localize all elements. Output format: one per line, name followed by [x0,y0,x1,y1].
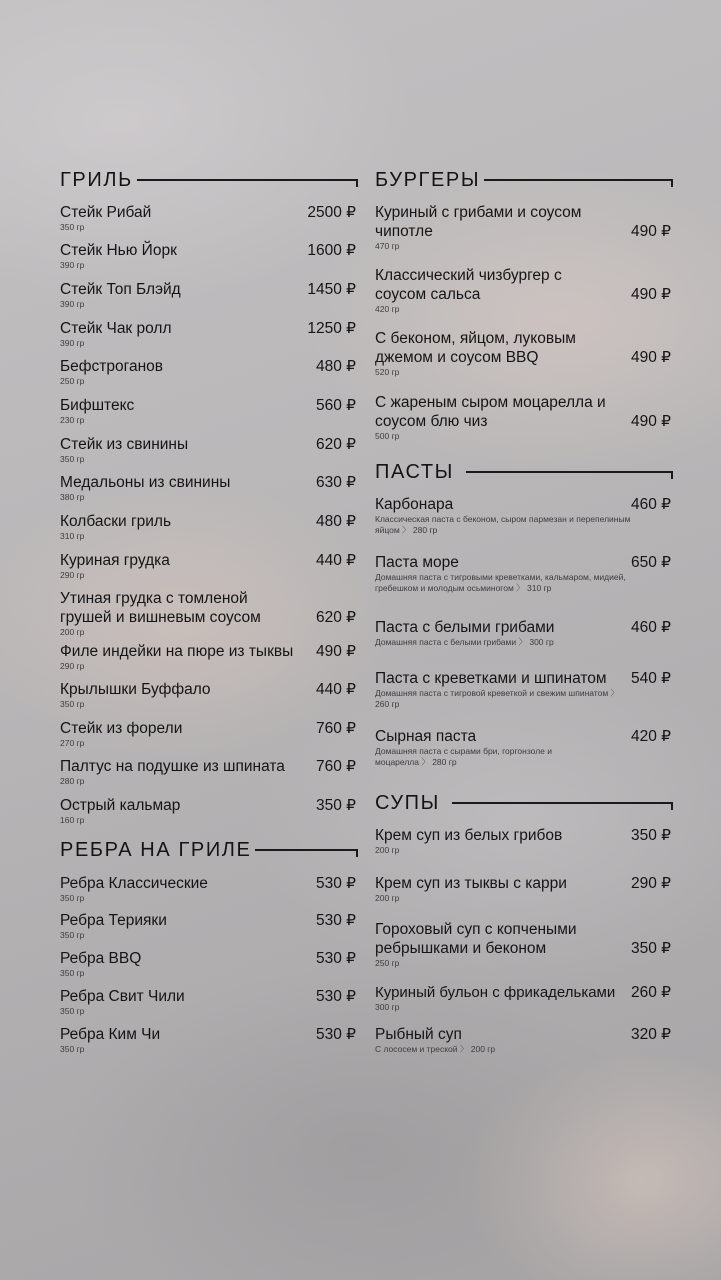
burgers-header [375,164,673,190]
menu-item [375,329,673,378]
item-name: Утиная грудка с томленой грушей и вишневым соусом [60,590,261,626]
item-name: Бифштекс [60,397,135,414]
item-price: 350 ₽ [315,797,356,814]
item-weight: 230 гр [60,415,85,425]
item-name: Колбаски гриль [60,513,172,530]
item-name: Стейк Рибай [60,204,152,221]
item-weight: 380 гр [60,492,85,502]
menu-item [375,669,673,710]
menu-item [375,826,673,856]
item-price: 760 ₽ [315,758,356,775]
item-weight: 310 гр [60,531,85,541]
item-weight: 270 гр [60,738,85,748]
item-name: Классический чизбургер с соусом сальса [375,267,562,303]
item-weight: 390 гр [60,260,85,270]
pasta-section [375,456,673,482]
item-name: Ребра Классические [60,875,208,892]
menu-item [60,1025,358,1055]
item-price: 650 ₽ [630,554,671,571]
item-description: Классическая паста с беконом, сыром пармезан и перепелиным яйцом 〉 280 гр [375,514,631,535]
menu-item [60,512,358,542]
item-weight: 350 гр [60,893,85,903]
menu-item [375,266,673,315]
menu-item [60,551,358,581]
item-price: 530 ₽ [315,1026,356,1043]
item-price: 760 ₽ [315,720,356,737]
menu-item [60,319,358,349]
menu-item [375,874,673,904]
section-title: БУРГЕРЫ [375,169,481,191]
item-price: 460 ₽ [630,619,671,636]
menu-item [60,396,358,426]
item-price: 320 ₽ [630,1026,671,1043]
item-name: Крем суп из тыквы с карри [375,875,567,892]
item-price: 540 ₽ [630,670,671,687]
item-name: Медальоны из свинины [60,474,231,491]
menu-item [60,589,358,638]
item-price: 490 ₽ [630,413,671,430]
menu-item [375,203,673,252]
item-weight: 420 гр [375,304,400,314]
item-name: Куриный бульон с фрикадельками [375,984,616,1001]
item-weight: 200 гр [60,627,85,637]
item-name: Паста море [375,554,459,571]
item-description: Домашняя паста с тигровыми креветками, кальмаром, мидией, гребешком и молодым осьминогом 〉 310 гр [375,572,626,593]
menu-item [60,241,358,271]
item-price: 490 ₽ [630,286,671,303]
item-weight: 160 гр [60,815,85,825]
menu-item [375,553,673,594]
item-name: Карбонара [375,496,454,513]
item-price: 1250 ₽ [307,320,356,337]
grill-section [60,164,358,190]
menu-item [375,495,673,536]
item-price: 290 ₽ [630,875,671,892]
item-weight: 250 гр [60,376,85,386]
item-price: 490 ₽ [630,223,671,240]
menu-item [375,1025,673,1055]
soups-section [375,787,673,813]
item-name: Палтус на подушке из шпината [60,758,285,775]
item-price: 440 ₽ [315,681,356,698]
item-price: 490 ₽ [630,349,671,366]
section-divider [466,471,673,479]
section-title: ГРИЛЬ [60,169,133,191]
item-name: Ребра Свит Чили [60,988,185,1005]
item-price: 420 ₽ [630,728,671,745]
item-price: 530 ₽ [315,875,356,892]
ribs-header [60,834,358,860]
item-weight: 350 гр [60,222,85,232]
item-name: Гороховый суп с копчеными ребрышками и беконом [375,921,577,957]
menu-item [60,435,358,465]
section-divider [484,179,673,187]
soups-header [375,787,673,813]
item-weight: 470 гр [375,241,400,251]
item-weight: 290 гр [60,570,85,580]
item-weight: 200 гр [375,845,400,855]
item-name: Куриная грудка [60,552,170,569]
item-weight: 350 гр [60,1006,85,1016]
item-name: Стейк Чак ролл [60,320,172,337]
section-divider [452,802,673,810]
item-price: 480 ₽ [315,513,356,530]
section-divider [137,179,358,187]
grill-header [60,164,358,190]
item-weight: 350 гр [60,699,85,709]
item-price: 460 ₽ [630,496,671,513]
menu-item [375,618,673,648]
item-price: 560 ₽ [315,397,356,414]
menu-item [60,642,358,672]
item-name: Ребра BBQ [60,950,142,967]
item-name: Стейк из свинины [60,436,189,453]
item-name: Ребра Терияки [60,912,167,929]
item-name: Сырная паста [375,728,477,745]
menu-item [60,473,358,503]
item-price: 630 ₽ [315,474,356,491]
item-weight: 500 гр [375,431,400,441]
menu-item [60,280,358,310]
item-price: 2500 ₽ [307,204,356,221]
item-price: 620 ₽ [315,609,356,626]
item-name: С жареным сыром моцарелла и соусом блю чиз [375,394,606,430]
item-weight: 300 гр [375,1002,400,1012]
item-weight: 290 гр [60,661,85,671]
menu-item [60,203,358,233]
item-weight: 350 гр [60,1044,85,1054]
menu-item [60,987,358,1017]
section-title: РЕБРА НА ГРИЛЕ [60,839,252,861]
item-description: Домашняя паста с сырами бри, горгонзоле и моцарелла 〉 280 гр [375,746,552,767]
item-name: Стейк Нью Йорк [60,242,177,259]
menu-item [60,796,358,826]
item-price: 490 ₽ [315,643,356,660]
item-name: Бефстроганов [60,358,163,375]
item-price: 620 ₽ [315,436,356,453]
ribs-section [60,834,358,860]
menu-item [60,911,358,941]
item-description: Домашняя паста с тигровой креветкой и свежим шпинатом 〉 260 гр [375,688,620,709]
item-description: С лососем и треской 〉 200 гр [375,1044,496,1054]
item-weight: 350 гр [60,930,85,940]
item-weight: 250 гр [375,958,400,968]
menu-item [60,357,358,387]
item-name: С беконом, яйцом, луковым джемом и соусом BBQ [375,330,576,366]
menu-item [375,393,673,442]
item-weight: 390 гр [60,338,85,348]
item-description: Домашняя паста с белыми грибами 〉 300 гр [375,637,554,647]
item-name: Рыбный суп [375,1026,462,1043]
menu-item [375,920,673,969]
section-title: ПАСТЫ [375,461,454,483]
item-weight: 350 гр [60,968,85,978]
item-price: 530 ₽ [315,988,356,1005]
item-name: Ребра Ким Чи [60,1026,161,1043]
item-price: 480 ₽ [315,358,356,375]
item-weight: 280 гр [60,776,85,786]
item-name: Крем суп из белых грибов [375,827,563,844]
item-price: 1450 ₽ [307,281,356,298]
item-name: Острый кальмар [60,797,181,814]
menu-item [60,874,358,904]
section-title: СУПЫ [375,792,440,814]
item-price: 530 ₽ [315,912,356,929]
item-price: 350 ₽ [630,827,671,844]
item-weight: 200 гр [375,893,400,903]
menu-item [60,680,358,710]
pasta-header [375,456,673,482]
item-name: Куриный с грибами и соусом чипотле [375,204,582,240]
item-price: 260 ₽ [630,984,671,1001]
item-name: Стейк Топ Блэйд [60,281,181,298]
item-price: 1600 ₽ [307,242,356,259]
menu-item [60,757,358,787]
section-divider [255,849,358,857]
menu-item [375,727,673,768]
item-weight: 520 гр [375,367,400,377]
item-weight: 350 гр [60,454,85,464]
item-weight: 390 гр [60,299,85,309]
item-price: 530 ₽ [315,950,356,967]
item-name: Крылышки Буффало [60,681,211,698]
item-name: Стейк из форели [60,720,183,737]
item-price: 350 ₽ [630,940,671,957]
item-name: Паста с креветками и шпинатом [375,670,607,687]
item-name: Паста с белыми грибами [375,619,555,636]
menu-item [60,719,358,749]
menu-item [375,983,673,1013]
burgers-section [375,164,673,190]
menu-item [60,949,358,979]
item-name: Филе индейки на пюре из тыквы [60,643,294,660]
item-price: 440 ₽ [315,552,356,569]
